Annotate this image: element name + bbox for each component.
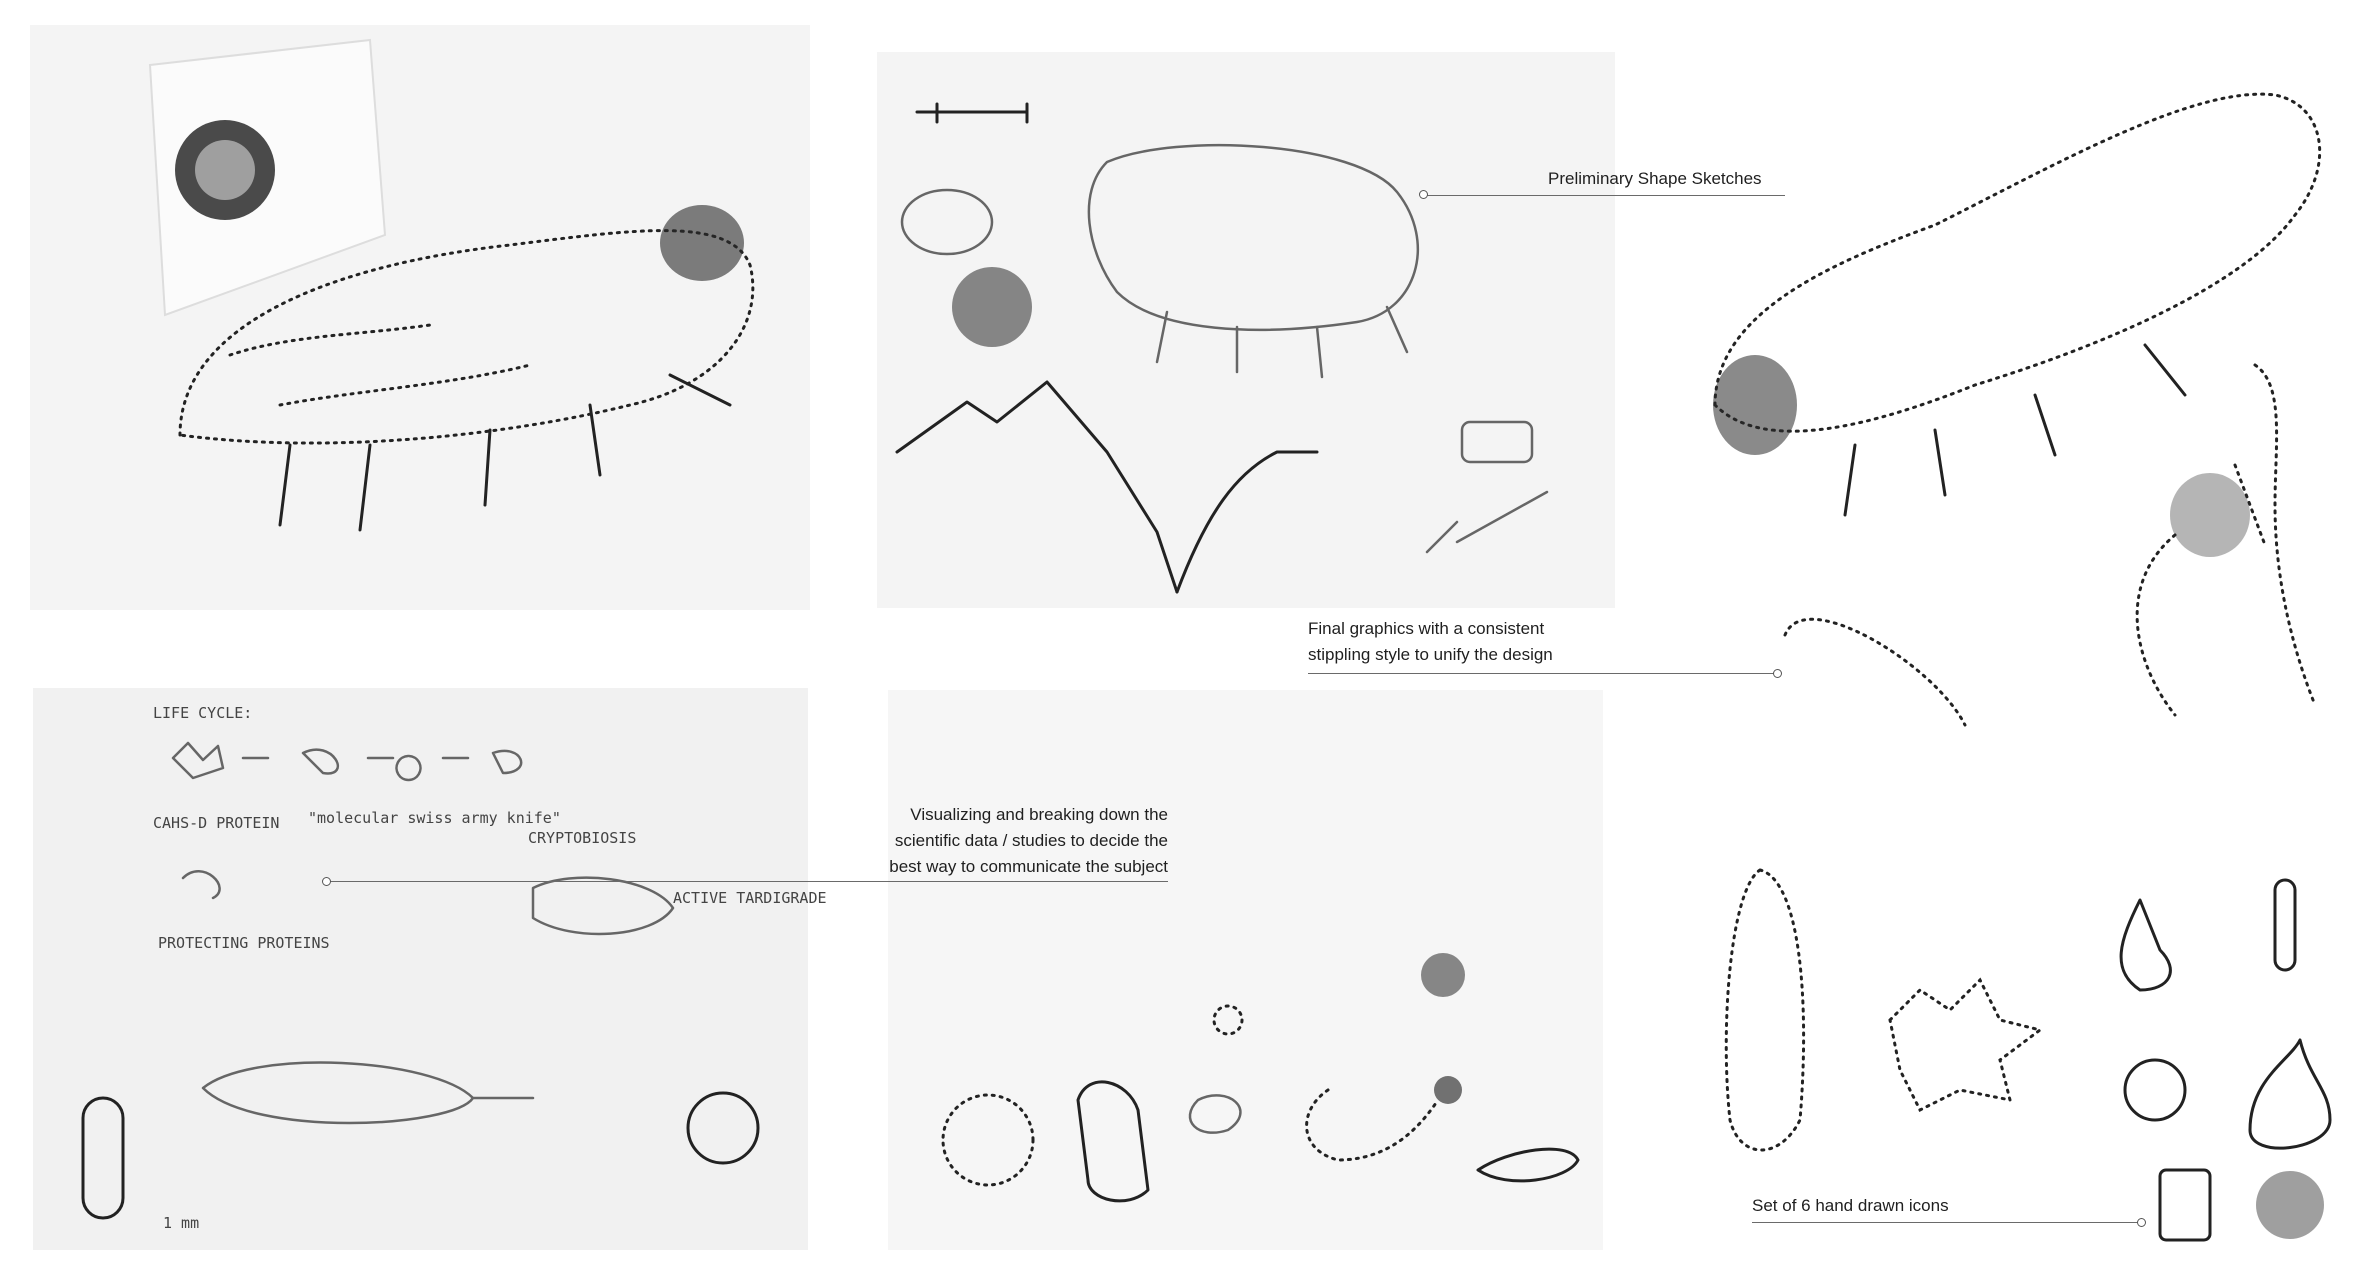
stippled-studies-illustration: [888, 690, 1603, 1250]
protecting-proteins-note: PROTECTING PROTEINS: [158, 934, 330, 952]
panel-stippled-studies: [888, 690, 1603, 1250]
leader-visualizing: [328, 881, 1168, 882]
scale-note: 1 mm: [163, 1214, 200, 1232]
water-drop-icon: [2121, 900, 2170, 990]
radiation-cluster-icon: [2256, 1171, 2324, 1239]
life-cycle-note: LIFE CYCLE:: [153, 704, 253, 722]
icon-set-illustration: [1690, 860, 2365, 1250]
biohazard-icon: [2125, 1060, 2185, 1120]
panel-stippled-tardigrade: [30, 25, 810, 610]
panel-research-notes: [33, 688, 827, 1250]
stippled-tardigrade-illustration: [30, 25, 810, 610]
annotation-final: Final graphics with a consistent stippling style to unify the design: [1308, 619, 1553, 664]
annotation-visualizing: Visualizing and breaking down the scientific data / studies to decide the best way to communicate the subject: [889, 805, 1168, 876]
final-stippled-graphics: [1675, 25, 2380, 725]
panel-final-graphics: [1675, 25, 2380, 725]
leader-dot-visualizing: [322, 877, 331, 886]
leader-dot-icons: [2137, 1218, 2146, 1227]
leader-dot-preliminary: [1419, 190, 1428, 199]
molecular-note: "molecular swiss army knife": [308, 809, 561, 827]
preliminary-sketch-illustration: [877, 52, 1615, 608]
leader-icons: [1752, 1222, 2142, 1223]
leader-dot-final: [1773, 669, 1782, 678]
cryptobiosis-note: CRYPTOBIOSIS: [528, 829, 637, 847]
thermometer-icon: [2275, 880, 2295, 970]
leader-preliminary: [1425, 195, 1785, 196]
research-notes-illustration: [33, 688, 827, 1250]
leader-final: [1308, 673, 1778, 674]
cahs-note: CAHS-D PROTEIN: [153, 814, 280, 832]
panel-icon-set: [1690, 860, 2365, 1250]
poison-bottle-icon: [2160, 1170, 2210, 1240]
panel-preliminary-sketches: [877, 52, 1615, 608]
active-tardigrade-note: ACTIVE TARDIGRADE: [673, 889, 827, 907]
fire-icon: [2250, 1040, 2330, 1148]
annotation-preliminary: Preliminary Shape Sketches: [1548, 169, 1762, 188]
annotation-icons: Set of 6 hand drawn icons: [1752, 1196, 1949, 1215]
